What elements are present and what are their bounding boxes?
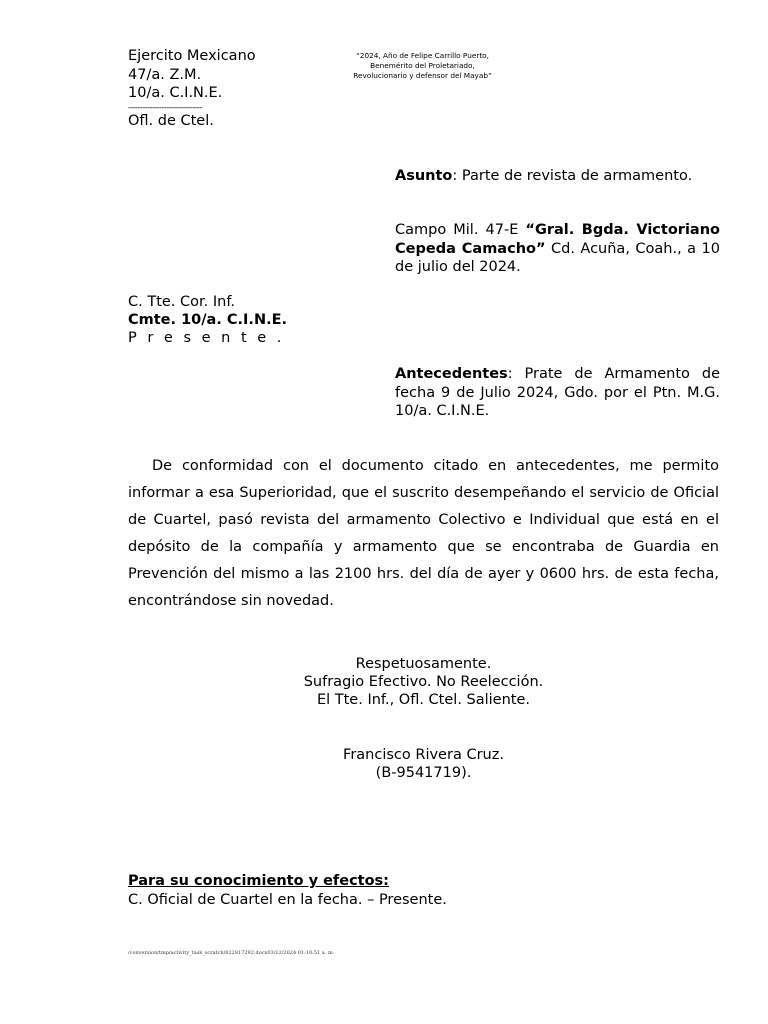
closing-slogan: Sufragio Efectivo. No Reelección. [303,674,544,691]
subject-label: Asunto [395,168,453,184]
org-name: Ejercito Mexicano [128,48,256,64]
recipient-rank: C. Tte. Cor. Inf. [128,294,235,310]
subject-text: : Parte de revista de armamento. [452,168,693,184]
subject-line [395,167,720,186]
place-date [395,221,720,277]
year-motto [340,51,505,81]
signer-id: (B-9541719). [375,765,472,782]
camp-name: “Gral. Bgda. Victoriano Cepeda Camacho” [395,222,720,257]
antecedents-text: : Prate de Armamento de fecha 9 de Julio 2024, Gdo. por el Ptn. M.G. 10/a. C.I.N.E. [395,366,720,419]
antecedents-line [395,365,720,421]
letterhead [128,47,256,112]
recipient-block [128,293,287,347]
signer-name: Francisco Rivera Cruz. [343,747,504,763]
place-prefix: Campo Mil. 47-E [395,222,526,238]
motto-line: Revolucionario y defensor del Mayab” [353,71,492,80]
signature-block [128,746,719,782]
dash-divider: ------------------------------- [128,102,202,112]
body-paragraph: De conformidad con el documento citado en antecedentes, me permito informar a esa Superioridad, que el suscrito desempeñando el servicio de Oficial de Cuartel, pasó revista del armamento Colectivo e Individual que está en el depósito de la compañía y armamento que se encontraba de Guardia en Prevención del mismo a las 2100 hrs. del día de ayer y 0600 hrs. de esta fecha, encontrándose sin novedad. [128,458,719,609]
unit-name: 10/a. C.I.N.E. [128,85,223,101]
file-path-footer: /conversion/tmp/activity_task_scratch/822817292.docx03/12/2024 01:10:51 a. m. [128,950,335,956]
distribution-block [128,872,447,910]
closing-regards: Respetuosamente. [355,656,492,672]
zone-name: 47/a. Z.M. [128,66,202,83]
closing-block [128,655,719,710]
office-label: Ofl. de Ctel. [128,113,214,129]
motto-line: “2024, Año de Felipe Carrillo Puerto, [356,51,489,60]
distribution-heading: Para su conocimiento y efectos: [128,873,389,889]
distribution-line: C. Oficial de Cuartel en la fecha. – Presente. [128,892,447,908]
recipient-title: Cmte. 10/a. C.I.N.E. [128,312,287,328]
motto-line: Benemérito del Proletariado, [370,61,475,70]
closing-signer-rank: El Tte. Inf., Ofl. Ctel. Saliente. [316,692,531,709]
place-suffix: Cd. Acuña, Coah., a 10 de julio del 2024. [395,240,720,275]
antecedents-label: Antecedentes [395,366,508,382]
recipient-presente: P r e s e n t e . [128,330,285,346]
